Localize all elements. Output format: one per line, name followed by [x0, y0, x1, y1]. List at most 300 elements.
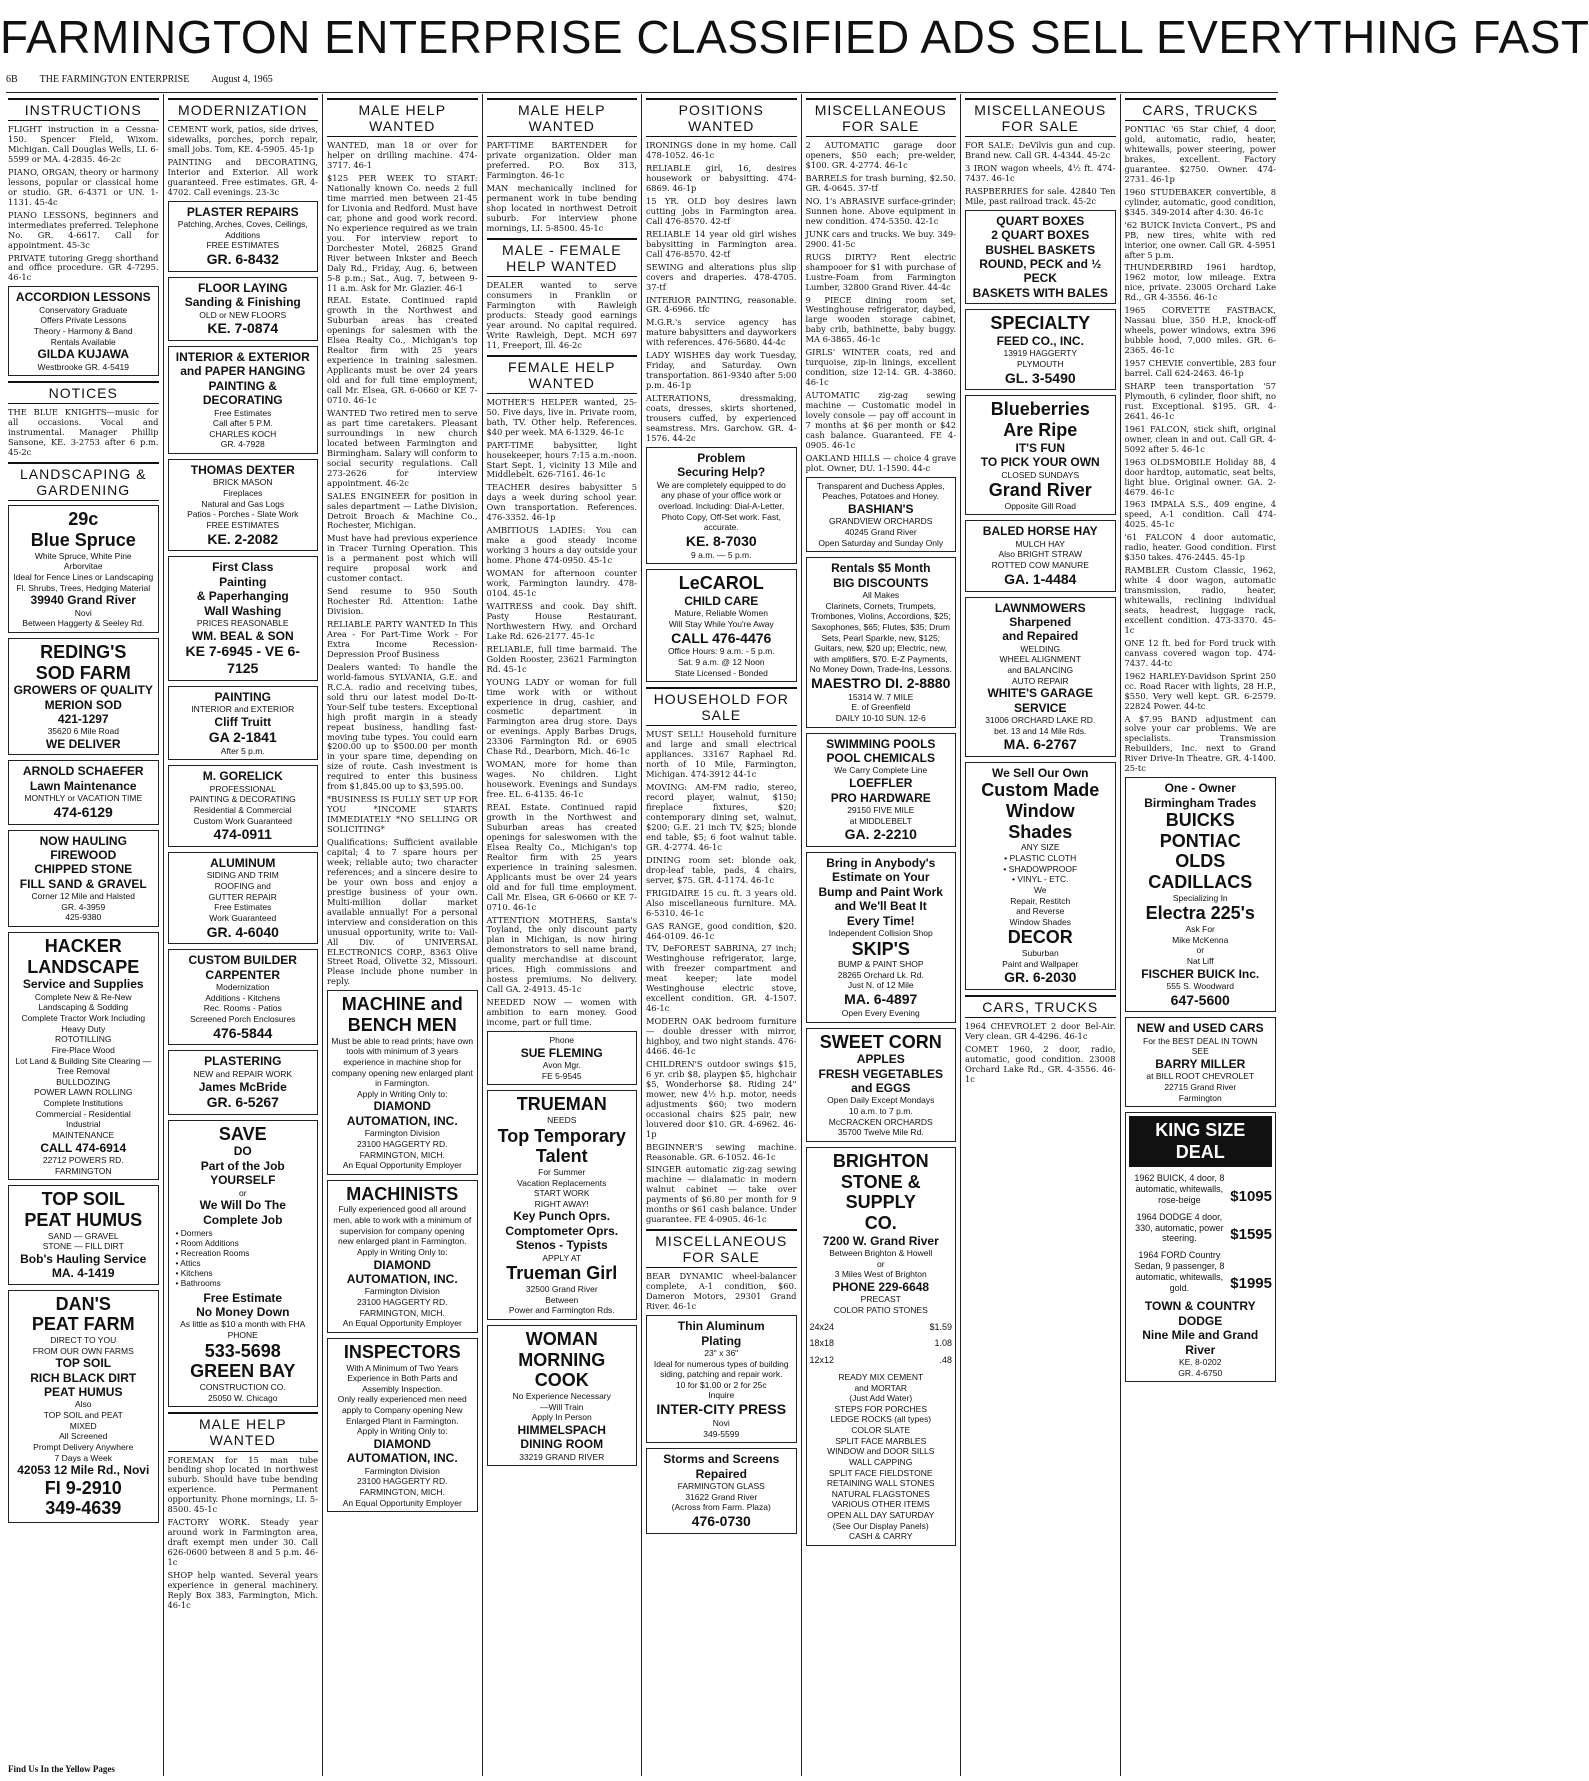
display-ad-line: • VINYL - ETC. — [1011, 874, 1069, 885]
display-ad-line: E. of Greenfield — [851, 702, 911, 713]
display-ad-line: SIDING AND TRIM — [206, 870, 279, 881]
display-ad-line: 349-4639 — [45, 1498, 122, 1519]
display-ad-line: NEW and USED CARS — [1136, 1021, 1264, 1036]
display-ad-line: Open Saturday and Sunday Only — [818, 537, 944, 548]
classified-ad: 9 PIECE dining room set, Westinghouse refrigerator, daybed, large wooden storage cabinet, baby crib, bathinette, baby buggy. MA 6-3865. 46-1c — [805, 294, 956, 345]
display-ad-line: FRESH VEGETABLES and EGGS — [818, 1066, 943, 1095]
display-ad-line: 15314 W. 7 MILE — [848, 691, 914, 702]
display-ad-line: (Just Add Water) — [849, 1393, 913, 1404]
folio-line — [6, 74, 1278, 93]
classified-ad: 15 YR. OLD boy desires lawn cutting jobs in Farmington area. Call 476-8570. 42-tf — [646, 195, 797, 226]
display-ad-line: • PLASTIC CLOTH — [1004, 853, 1077, 864]
display-ad-line: LOEFFLER — [849, 776, 913, 791]
display-ad-line: PEAT FARM — [31, 1314, 135, 1335]
display-ad — [8, 286, 159, 376]
car-listing — [1129, 1212, 1273, 1244]
classified-ad: 1962 HARLEY-Davidson Sprint 250 cc. Road Racer with lights, 28 H.P., $550. Very well kept. GR. 6-2579. 22824 Power. 44-tc — [1124, 670, 1276, 711]
display-ad-line: 23100 HAGGERTY RD. — [357, 1138, 448, 1149]
display-ad-line: Thin Aluminum — [677, 1319, 765, 1334]
classified-ad: SHOP help wanted. Several years experience in general machinery. Reply Box 383, Farmington, Mich. 46-1c — [167, 1570, 318, 1610]
column-8 — [1121, 94, 1281, 1776]
display-ad-line: GA 2-1841 — [208, 728, 277, 745]
display-ad-line: CADILLACS — [1148, 872, 1253, 893]
display-ad-line: 2 QUART BOXES — [991, 228, 1090, 243]
display-ad-line: Modernization — [216, 982, 270, 993]
display-ad-line: AUTO REPAIR — [1011, 675, 1069, 686]
display-ad-line: For Summer — [538, 1166, 586, 1177]
display-ad-line: Work Guaranteed — [209, 912, 277, 923]
display-ad-line: DIRECT TO YOU — [50, 1335, 117, 1345]
column-3 — [323, 94, 483, 1776]
display-ad-line: SAND — GRAVEL — [47, 1230, 119, 1241]
display-ad-line: Just N. of 12 Mile — [847, 980, 914, 991]
display-ad-line: White Spruce, White Pine — [34, 550, 132, 561]
display-ad-line: REDING'S — [40, 641, 127, 662]
display-ad-line: Rentals Available — [50, 336, 116, 347]
display-ad-line: ROTOTILLING — [54, 1034, 112, 1045]
display-ad-line: Complete Tractor Work Including Heavy Duty — [21, 1013, 146, 1034]
display-ad-line: Window — [1005, 801, 1075, 822]
display-ad-line: FARMINGTON, MICH. — [359, 1486, 445, 1497]
display-ad-line: 476-0730 — [691, 1512, 751, 1529]
display-ad-line: For the BEST DEAL IN TOWN — [1143, 1035, 1258, 1046]
stone-price: .48 — [939, 1355, 952, 1366]
display-ad-line: Farmington — [1178, 1092, 1222, 1103]
display-ad-line: 29150 FIVE MILE — [847, 804, 915, 815]
display-ad-line: SERVICE — [1014, 700, 1067, 715]
display-ad-line: TOP SOIL — [41, 1189, 125, 1210]
display-ad-line: FEED CO., INC. — [996, 333, 1084, 348]
display-ad-line: Apply in Writing Only to: — [356, 1246, 448, 1257]
display-ad-line: An Equal Opportunity Employer — [342, 1497, 462, 1508]
display-ad-line: IT'S FUN — [1015, 440, 1066, 455]
display-ad-line: Part of the Job — [200, 1158, 285, 1173]
display-ad-line: Wall Washing — [204, 603, 282, 618]
paper-name: THE FARMINGTON ENTERPRISE — [39, 74, 190, 85]
display-ad-line: GROWERS OF QUALITY — [13, 683, 153, 698]
display-ad-line: CLOSED SUNDAYS — [1001, 469, 1080, 480]
classified-ad: CHILDREN'S outdoor swings $15, 6 yr. crib $8, playpen $5, highchair $5, Wonderhorse $8. Riding 24" mower, new 4½ h.p. motor, needs adjustments $60; two modern occasional chairs $25 pair, new louvered door $10. GR. 4-6962. 46-1p — [646, 1058, 797, 1139]
display-ad-line: 29c — [68, 509, 99, 530]
display-ad-line: and Repaired — [1002, 629, 1079, 644]
section-heading: HOUSEHOLD FOR SALE — [646, 687, 797, 726]
display-ad-line: BUICKS — [1165, 810, 1235, 831]
classified-ad: 2 AUTOMATIC garage door openers, $50 each; pre-welder, $100. GR. 4-2774. 46-1c — [805, 140, 956, 171]
display-ad-line: PRECAST — [860, 1294, 901, 1305]
display-ad — [487, 1090, 638, 1320]
display-ad-line: THOMAS DEXTER — [190, 463, 295, 478]
display-ad — [646, 447, 797, 564]
classified-ad: TV, DeFOREST SABRINA, 27 inch; Westinghouse refrigerator, large, with freezer compartment and meat keeper; late model Westinghouse electric stove, excellent condition. GR. 4-1507. 46-1c — [646, 943, 797, 1014]
display-ad-line: Call after 5 P.M. — [212, 418, 273, 429]
section-heading: LANDSCAPING & GARDENING — [8, 462, 159, 501]
display-ad — [8, 932, 159, 1180]
display-ad-line: Between — [545, 1294, 579, 1305]
display-ad-line: Vacation Replacements — [517, 1177, 607, 1188]
display-ad-line: Patios - Porches - Slate Work — [187, 509, 299, 520]
classified-ad: DINING room set: blonde oak, drop-leaf table, pads, 4 chairs, server, $75. GR. 4-1174. 46-1c — [646, 854, 797, 885]
classified-ad: FRIGIDAIRE 15 cu. ft. 3 years old. Also miscellaneous furniture. MA. 6-5310. 46-1c — [646, 887, 797, 918]
classified-ad: '61 FALCON 4 door automatic, radio, heater. Good condition. First $350 takes. 476-2445. 45-1p — [1124, 532, 1276, 563]
display-ad — [965, 309, 1116, 390]
display-ad-line: FARMINGTON — [54, 1165, 112, 1176]
display-ad-line: PHONE 229-6648 — [832, 1279, 930, 1294]
display-ad — [806, 852, 957, 1023]
display-ad-line: HACKER — [44, 936, 122, 957]
display-ad-line: MACHINE and — [341, 994, 463, 1015]
display-ad-line: or — [1196, 945, 1205, 956]
display-ad-line: BASHIAN'S — [847, 501, 914, 516]
display-ad — [806, 1028, 957, 1142]
display-ad-line: POWER LAWN ROLLING — [34, 1087, 133, 1098]
display-ad — [806, 557, 957, 727]
display-ad-line: 42053 12 Mile Rd., Novi — [17, 1463, 150, 1478]
display-ad-line: DO — [233, 1144, 252, 1159]
display-ad-line: BARRY MILLER — [1155, 1057, 1246, 1072]
display-ad-line: 31622 Grand River — [685, 1491, 758, 1502]
classified-ad: SINGER automatic zig-zag sewing machine — dialamatic in modern walnut cabinet — take over payments of $6.80 per month for 9 months or $61 cash balance. Under guarantee. FE 4-0905. 46-1c — [646, 1164, 797, 1225]
display-ad-line: BENCH MEN — [347, 1015, 457, 1036]
yellow-pages-note: Find Us In the Yellow Pages — [8, 1764, 115, 1774]
display-ad-line: Arborvitae — [63, 561, 103, 572]
display-ad-line: Securing Help? — [677, 465, 766, 480]
display-ad-line: FI 9-2910 — [44, 1477, 122, 1498]
display-ad-line: GA. 1-4484 — [1004, 570, 1077, 587]
display-ad-line: Problem — [697, 450, 746, 465]
display-ad-line: SAVE — [218, 1123, 267, 1144]
display-ad-line: Prompt Delivery Anywhere — [33, 1441, 134, 1452]
car-description: 1964 DODGE 4 door, 330, automatic, power steering. — [1135, 1211, 1224, 1244]
display-ad-line: 474-6129 — [53, 803, 113, 820]
classified-ad: THUNDERBIRD 1961 hardtop, 1962 motor, low mileage. Extra nice, private. 23005 Orchard Lake Rd., GR 4-3556. 46-1c — [1124, 262, 1276, 303]
display-ad-line: Screened Porch Enclosures — [190, 1014, 296, 1025]
stone-size: 12x12 — [809, 1355, 835, 1366]
classified-ad: Must have had previous experience in Tracer Turning Operation. This is a permanent post which will require proposal work and customer contact. — [327, 533, 478, 584]
display-ad-line: CO. — [864, 1212, 897, 1233]
display-ad-line: WINDOW and DOOR SILLS — [827, 1446, 935, 1457]
display-ad-line: Storms and Screens — [663, 1452, 780, 1467]
display-ad-line: OLD or NEW FLOORS — [199, 309, 287, 320]
display-ad-line: PAINTING & DECORATING — [189, 794, 296, 805]
section-heading: MALE - FEMALE HELP WANTED — [487, 238, 638, 277]
car-price: $1095 — [1230, 1187, 1272, 1205]
display-ad-line: Avon Mgr. — [542, 1060, 581, 1071]
classified-ad: SHARP teen transportation '57 Plymouth, 6 cylinder, floor shift, no rust. Exceptional. $195. GR. 4-2641. 46-1c — [1124, 380, 1276, 421]
display-ad-line: CONSTRUCTION CO. — [199, 1382, 286, 1393]
classified-ad: BARRELS for trash burning, $2.50. GR. 4-0645. 37-tf — [805, 173, 956, 193]
display-ad-line: DECOR — [1007, 927, 1073, 948]
display-ad-line: Industrial — [66, 1119, 101, 1130]
column-2 — [164, 94, 324, 1776]
classified-ad: WANTED, man 18 or over for helper on drilling machine. 474-3717. 46-1 — [327, 140, 478, 171]
display-ad — [327, 1338, 478, 1512]
classified-ad: NO. 1's ABRASIVE surface-grinder; Sunnen hone. Above equipment in new condition. 474-5350. 42-1c — [805, 195, 956, 226]
classified-ad: PIANO LESSONS, beginners and intermediates preferred. Telephone No. GR. 4-6617. Call for appointment. 45-3c — [8, 209, 159, 250]
display-ad — [168, 346, 319, 454]
display-ad-line: ACCORDION LESSONS — [15, 290, 151, 305]
classified-ad: PIANO, ORGAN, theory or harmony lessons, popular or classical home or studio. GR. 6-4371 or UN. 1-1131. 45-4c — [8, 166, 159, 207]
car-price: $1595 — [1230, 1226, 1272, 1244]
display-ad-line: 23" x 36" — [704, 1347, 739, 1358]
display-ad-line: 476-5844 — [213, 1024, 273, 1041]
classified-ad: A $7.95 BAND adjustment can solve your car problems. We are specialists. Transmission Rebuilders, Inc. next to Grand River Drive-In Theatre. GR. 4-1400. 25-tc — [1124, 713, 1276, 774]
display-ad-line: Office Hours: 9 a.m. - 5 p.m. — [667, 646, 775, 657]
display-ad-line: DODGE — [1178, 1313, 1223, 1328]
display-ad-line: BULLDOZING — [56, 1076, 111, 1087]
display-ad-line: LANDSCAPE — [27, 956, 140, 977]
stone-price: 1.08 — [934, 1338, 952, 1349]
display-ad-line: 13919 HAGGERTY — [1003, 348, 1078, 359]
display-ad — [646, 569, 797, 682]
display-ad-line: 7200 W. Grand River — [822, 1233, 939, 1248]
display-ad — [1125, 1017, 1277, 1107]
classified-ad: GIRLS' WINTER coats, red and turquoise, zip-in linings, excellent condition, size 12-14. GR. 4-3860. 46-1c — [805, 347, 956, 388]
display-ad-line: BASKETS WITH BALES — [972, 285, 1108, 300]
display-ad — [168, 949, 319, 1045]
display-ad-line: All Screened — [59, 1431, 108, 1442]
display-ad-line: Apply in Writing Only to: — [356, 1088, 448, 1099]
display-ad-line: ANY SIZE — [1020, 842, 1060, 853]
display-ad-line: Specializing In — [1172, 892, 1228, 903]
display-ad-line: BUMP & PAINT SHOP — [838, 959, 924, 970]
classified-ad: SEWING and alterations plus slip covers and draperies. 478-4705. 37-tf — [646, 261, 797, 292]
display-ad — [806, 733, 957, 847]
display-ad-line: Cliff Truitt — [214, 714, 272, 729]
classified-ad: GAS RANGE, good condition, $20. 464-0109. 46-1c — [646, 920, 797, 941]
display-ad-line: Commercial - Residential — [35, 1108, 131, 1119]
display-ad-line: BALED HORSE HAY — [982, 524, 1098, 539]
display-ad — [8, 760, 159, 824]
display-ad-line: SPECIALTY — [990, 313, 1091, 334]
display-ad-line: PLASTER REPAIRS — [186, 204, 299, 219]
display-ad-line: FREE ESTIMATES — [206, 519, 280, 530]
display-ad-line: 555 S. Woodward — [1166, 980, 1234, 991]
display-ad-line: Every Time! — [846, 913, 915, 928]
display-ad-line: Service and Supplies — [22, 977, 144, 992]
display-ad-line: Farmington Division — [364, 1286, 440, 1297]
display-ad-line: Apply in Writing Only to: — [356, 1426, 448, 1437]
classified-ad: MAN mechanically inclined for permanent work in tube bending shop located in northwest Detroit suburb. For interview phone mornings, LI. 5-8500. 45-1c — [486, 183, 637, 233]
display-ad-line: WE DELIVER — [45, 737, 121, 752]
display-ad-line: PLYMOUTH — [1016, 358, 1064, 369]
display-ad-line: Nat Liff — [1186, 955, 1214, 966]
display-ad — [487, 1325, 638, 1466]
display-ad-line: 7 Days a Week — [54, 1452, 112, 1463]
classified-ad: LADY WISHES day work Tuesday, Friday, and Saturday. Own transportation. 861-9340 after 5:00 p.m. 46-1p — [646, 350, 797, 391]
display-ad-line: Free Estimates — [214, 902, 272, 913]
display-ad-line: An Equal Opportunity Employer — [342, 1318, 462, 1329]
display-ad-line: RICH BLACK DIRT — [30, 1370, 137, 1385]
display-ad-line: Ideal for Fence Lines or Landscaping — [13, 571, 154, 582]
display-ad-line: Free Estimate — [203, 1290, 283, 1305]
display-ad-line: Are Ripe — [1003, 420, 1078, 441]
display-ad-line: Free Estimates — [214, 407, 272, 418]
display-ad-line: CHARLES KOCH — [209, 428, 277, 439]
display-ad-line: FROM OUR OWN FARMS — [32, 1345, 134, 1356]
classified-ad: CEMENT work, patios, side drives, sidewalks, porches, porch repair, small jobs. Tom, KE. 4-5905. 45-1p — [167, 124, 318, 154]
display-ad-line: Fire-Place Wood — [51, 1044, 115, 1055]
display-ad-line: 23100 HAGGERTY RD. — [357, 1296, 448, 1307]
display-ad-line: 25050 W. Chicago — [208, 1392, 278, 1403]
display-ad-line: All Makes — [862, 590, 900, 601]
classified-ad: WOMAN, more for home than wages. No children. Light housework. Evenings and Sundays free. EL. 6-4135. 46-1c — [486, 759, 637, 800]
classified-ad: RELIABLE girl, 16, desires housework or babysitting. 474-6869. 46-1p — [646, 163, 797, 193]
display-ad — [965, 597, 1116, 758]
display-ad-line: An Equal Opportunity Employer — [342, 1160, 462, 1171]
display-ad-line: FILL SAND & GRAVEL — [19, 876, 147, 891]
classified-ad: BEAR DYNAMIC wheel-balancer complete, A-1 condition, $60. Dameron Motors, 29301 Grand River. 46-1c — [646, 1271, 797, 1312]
display-ad-line: Fl. Shrubs, Trees, Hedging Material — [16, 582, 151, 593]
display-ad-line: State Licensed - Bonded — [674, 667, 768, 678]
display-ad-line: RIGHT AWAY! — [534, 1198, 589, 1209]
display-ad-line: Blueberries — [990, 399, 1090, 420]
column-7 — [961, 94, 1121, 1776]
section-heading: CARS, TRUCKS — [1125, 98, 1277, 121]
display-ad-line: Patching, Arches, Coves, Ceilings, Additions — [177, 219, 308, 240]
display-ad-line: PHONE — [227, 1330, 258, 1341]
display-ad — [168, 277, 319, 341]
display-ad-line: TOWN & COUNTRY — [1144, 1299, 1256, 1314]
display-ad-line: Natural and Gas Logs — [201, 498, 285, 509]
display-ad-line: Repair, Restitch — [1010, 895, 1071, 906]
classified-ad: YOUNG LADY or woman for full time work with or without experience in drug, cashier, and cosmetic department in Farmington area drug store. Days or evenings. Apply Barbas Drugs, 23306 Farmington Rd. or 6905 Chase Rd., Dearborn, Mich. 46-1c — [486, 676, 637, 757]
classified-ad: COMET 1960, 2 door, radio, automatic, good condition. 23008 Orchard Lake Rd., GR. 4-3556. 46-1c — [965, 1044, 1116, 1085]
classified-ad: Dealers wanted: To handle the world-famous SYLVANIA, G.E. and R.C.A. radio and receiving tubes, sold thru our latest model Do-It-Your-Self tube testers. Exceptional high profit margin in a steady repeat business, handling fast-moving tube types. You could earn $200.00 up to $500.00 per month in your spare time, depending on size of route. Cash investment is required to enter this business from $1,845.00 up to $3,595.00. — [327, 661, 478, 792]
display-ad-line: and Reverse — [1016, 906, 1065, 917]
display-ad — [8, 830, 159, 927]
column-1 — [4, 94, 164, 1776]
display-ad-line: SEE — [1191, 1046, 1209, 1057]
price-row — [810, 1355, 953, 1366]
classified-ad: '62 BUICK Invicta Convert., PS and PB, new tires, white with red interior, one owner. Call GR. 4-5951 after 5 p.m. — [1124, 219, 1276, 260]
classified-ad: RELIABLE PARTY WANTED In This Area - For Part-Time Work - For Extra Income Recession-Depression Proof Business — [327, 619, 478, 659]
display-ad-line: 39940 Grand River — [30, 593, 136, 608]
display-ad-line: Apply In Person — [531, 1412, 592, 1423]
section-heading: INSTRUCTIONS — [8, 98, 159, 121]
display-ad-line: Complete Job — [203, 1212, 283, 1227]
display-ad-line: Fully experienced good all around men, able to work with a minimum of supervision for company opening new enlarged plant in Farmington. — [333, 1204, 472, 1247]
car-listing — [1129, 1173, 1273, 1205]
classified-ad: 1964 CHEVROLET 2 door Bel-Air. Very clean. GR 4-4296. 46-1c — [965, 1021, 1116, 1042]
display-ad-line: MERION SOD — [44, 697, 122, 712]
classified-ad: MOVING: AM-FM radio, stereo, record player, walnut, $150; fireplace fixtures, $20; contemporary dining set, walnut, $200; G.E. 21 inch TV, $25; blonde end table, $5; 6 foot walnut table. GR. 4-2774. 46-1c — [646, 782, 797, 852]
display-ad-line: Rec. Rooms - Patios — [203, 1003, 282, 1014]
display-ad — [965, 395, 1116, 515]
display-ad-line: or — [876, 1258, 885, 1269]
display-ad — [168, 556, 319, 680]
display-ad-line: SWIMMING POOLS — [826, 736, 936, 751]
display-ad-line: at BILL ROOT CHEVROLET — [1146, 1071, 1255, 1082]
display-ad-line: TOP SOIL and PEAT — [43, 1410, 123, 1421]
page-banner: FARMINGTON ENTERPRISE CLASSIFIED ADS SELL EVERYTHING FAST — [0, 11, 1589, 63]
display-ad-line: Transparent and Duchess Apples, Peaches, Potatoes and Honey. — [816, 480, 945, 502]
display-ad-line: INTERIOR and EXTERIOR — [191, 703, 295, 714]
display-ad-line: CHILD CARE — [684, 593, 759, 608]
display-ad-line: PONTIAC — [1159, 830, 1241, 851]
classified-ad: FOR SALE: DeVilvis gun and cup. Brand new. Call GR. 4-4344. 45-2c — [965, 140, 1116, 161]
display-ad-line: 28265 Orchard Lk. Rd. — [837, 969, 924, 980]
classified-ad: AUTOMATIC zig-zag sewing machine — Customatic model in lovely console — pay off account in 7 months at $6 per month or $42 cash balance. Guaranteed. FE 4-0905. 46-1c — [805, 390, 956, 450]
display-ad-line: Grand River — [988, 480, 1092, 501]
display-ad-line: READY MIX CEMENT — [838, 1371, 924, 1382]
display-ad-line: GRANDVIEW ORCHARDS — [829, 516, 933, 527]
price-row — [810, 1338, 953, 1349]
display-ad — [8, 505, 159, 633]
classified-ad: MODERN OAK bedroom furniture — double dresser with mirror, highboy, and two night stands. 476-4466. 46-1c — [646, 1016, 797, 1056]
classified-columns — [4, 94, 1280, 1776]
display-ad-line: 474-0911 — [213, 826, 272, 843]
feature-list — [172, 1229, 315, 1289]
display-ad-line: Electra 225's — [1145, 903, 1255, 924]
column-6 — [802, 94, 962, 1776]
stone-price: $1.59 — [929, 1321, 952, 1332]
display-ad-line: PRO HARDWARE — [830, 790, 931, 805]
display-ad-line: GR. 4-7928 — [220, 439, 265, 450]
display-ad — [646, 1315, 797, 1443]
display-ad-line: GR. 4-6750 — [1178, 1367, 1223, 1378]
display-ad-line: STONE & SUPPLY — [840, 1171, 921, 1213]
classified-ad: RAMBLER Custom Classic, 1962, white 4 door wagon, automatic transmission, radio, heater, whitewalls, reclining individual seats, headrest, luggage rack, excellent condition. 473-3370. 45-1c — [1124, 565, 1276, 635]
classified-ad: WOMAN for afternoon counter work, Farmington laundry. 478-0104. 45-1c — [486, 568, 637, 598]
display-ad-line: Key Punch Oprs. — [513, 1209, 611, 1224]
display-ad-line: Between Brighton & Howell — [829, 1248, 933, 1258]
display-ad-line: TOP SOIL — [55, 1356, 112, 1371]
display-ad-line: 647-5600 — [1170, 991, 1230, 1008]
display-ad-line: Open Daily Except Mondays — [827, 1095, 935, 1106]
display-ad-line: WELDING — [1020, 643, 1061, 654]
classified-ad: OAKLAND HILLS — choice 4 grave plot. Owner, DU. 1-1590. 44-c — [805, 452, 956, 473]
display-ad-line: TRUEMAN — [516, 1094, 607, 1115]
display-ad-line: 3 Miles West of Brighton — [834, 1269, 927, 1280]
display-ad-line: —Will Train — [540, 1401, 584, 1412]
display-ad — [8, 1185, 159, 1284]
display-ad-line: Only really experienced men need apply to Company opening New Enlarged Plant in Farmington. — [337, 1394, 467, 1426]
classified-ad: ONE 12 ft. bed for Ford truck with canvass covered wagon top. 474-7437. 44-tc — [1124, 637, 1276, 668]
display-ad-line: INSPECTORS — [343, 1341, 461, 1362]
display-ad-line: at MIDDLEBELT — [849, 815, 912, 826]
display-ad-line: COLOR PATIO STONES — [833, 1304, 928, 1315]
display-ad-line: (See Our Display Panels) — [832, 1520, 929, 1531]
display-ad-line: OLDS — [1175, 851, 1226, 872]
display-ad-line: ROOFING and — [214, 881, 271, 892]
display-ad-line: Residential & Commercial — [193, 805, 292, 816]
display-ad-line: MAESTRO DI. 2-8880 — [811, 675, 951, 692]
section-heading: MALE HELP WANTED — [487, 98, 638, 137]
classified-ad: 1965 CORVETTE FASTBACK, Nassau blue, 350 H.P., knock-off wheels, power windows, extra 396 bubble hood, 7,000 miles. GR. 6-2365. 46-1c — [1124, 305, 1276, 356]
display-ad-line: GR. 4-6040 — [206, 923, 279, 940]
classified-ad: WAITRESS and cook. Day shift. Pasty House Restaurant. Northwestern Hwy. and Orchard Lake Rd. 626-2177. 45-1c — [486, 600, 637, 641]
classified-ad: RELIABLE 14 year old girl wishes babysitting in Farmington area. Call 476-8570. 42-tf — [646, 228, 797, 259]
display-ad-line: Paint and Wallpaper — [1002, 958, 1079, 969]
car-description: 1964 FORD Country Sedan, 9 passenger, 8 automatic, whitewalls, gold. — [1134, 1250, 1225, 1293]
display-ad-line: 40245 Grand River — [844, 527, 917, 537]
display-ad-line: One - Owner — [1164, 781, 1236, 796]
display-ad-line: MAINTENANCE — [52, 1129, 115, 1140]
feature-item: • Kitchens — [175, 1267, 213, 1278]
display-ad-line: Painting — [219, 574, 267, 589]
display-ad-line: Inquire — [708, 1390, 735, 1401]
display-ad-line: POOL CHEMICALS — [826, 751, 935, 766]
display-ad-line: Plating — [701, 1333, 742, 1348]
display-ad-line: SPLIT FACE FIELDSTONE — [828, 1467, 933, 1478]
display-ad-line: and MORTAR — [854, 1382, 908, 1393]
display-ad — [168, 765, 319, 847]
classified-ad: AMBITIOUS LADIES: You can make a good steady income working 3 hours a day outside your home. Phone 474-0950. 45-1c — [486, 525, 637, 566]
display-ad-line: SUE FLEMING — [520, 1045, 603, 1060]
display-ad-line: 22712 POWERS RD. — [42, 1154, 124, 1165]
display-ad-line: Farmington Division — [364, 1128, 440, 1139]
display-ad-line: LeCAROL — [678, 573, 764, 594]
